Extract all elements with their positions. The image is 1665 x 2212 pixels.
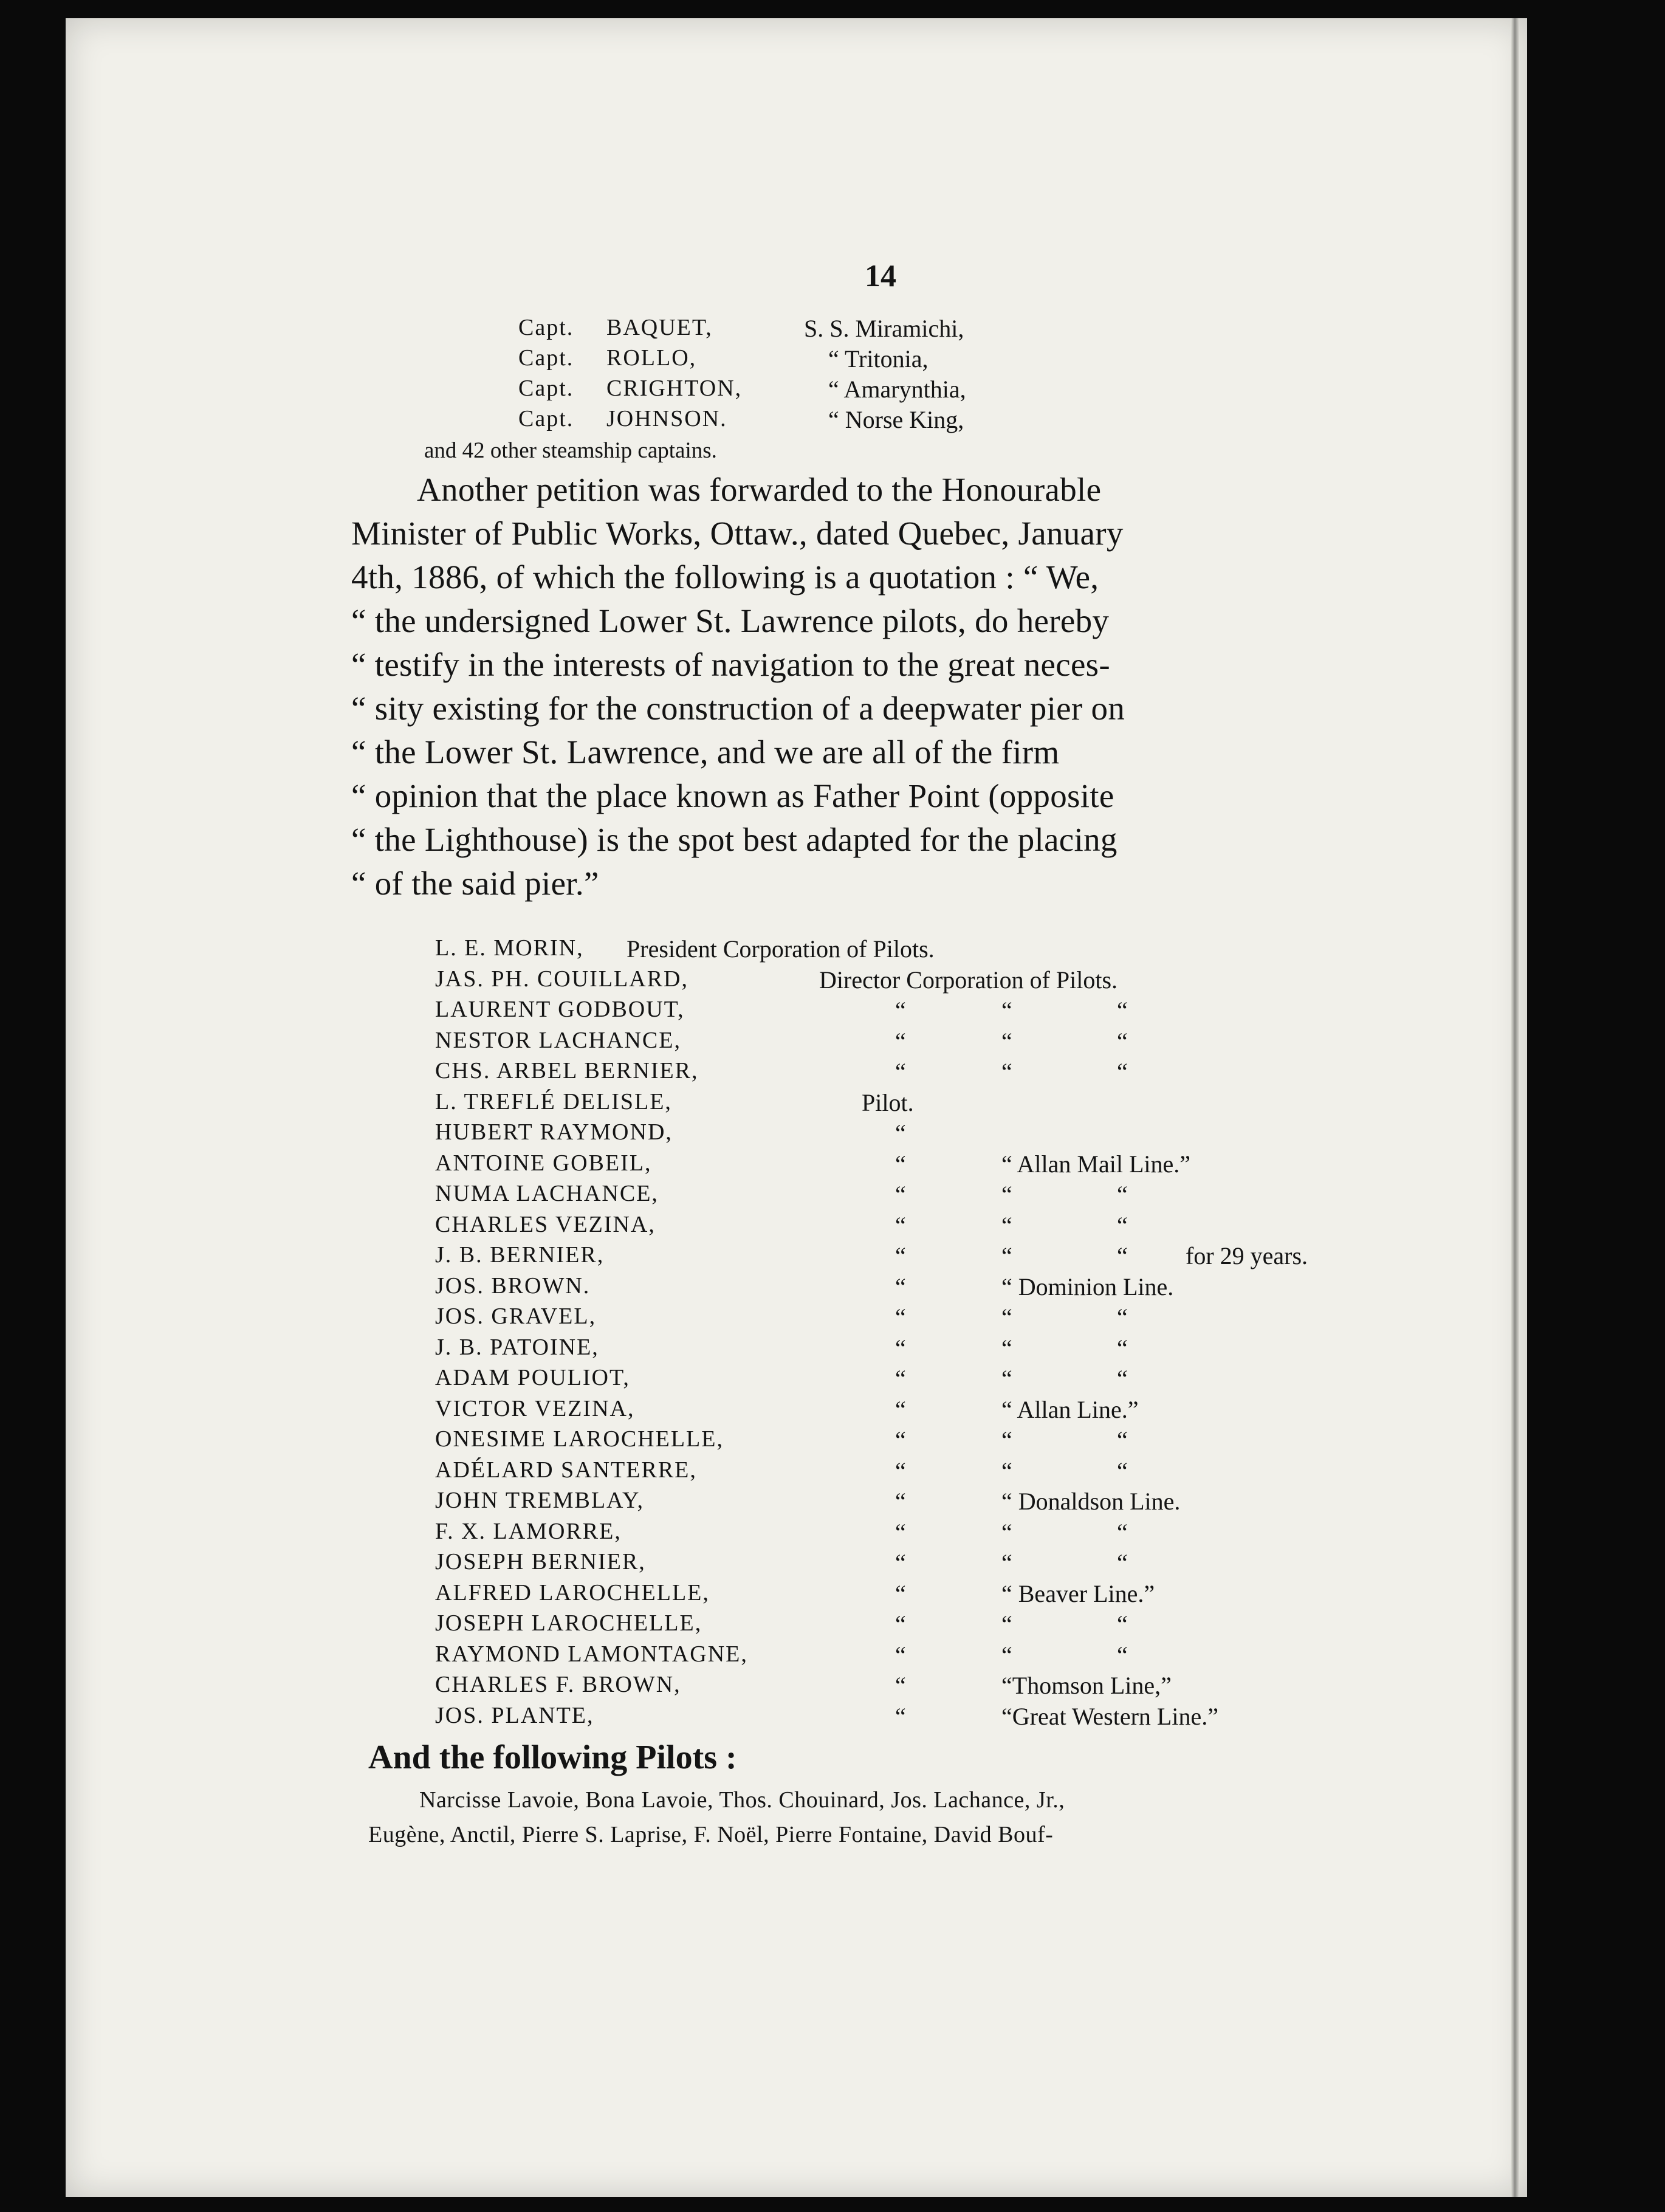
paragraph-line: “ the Lower St. Lawrence, and we are all of the firm: [351, 733, 1060, 771]
signatory-detail: “: [895, 1426, 906, 1454]
signatory-name: CHARLES F. BROWN,: [435, 1672, 681, 1697]
signatory-detail: “: [895, 1457, 906, 1485]
signatory-detail: “: [1117, 1334, 1128, 1362]
signatory-name: NUMA LACHANCE,: [435, 1181, 659, 1206]
signatory-name: ONESIME LAROCHELLE,: [435, 1426, 724, 1452]
signatory-name: JOHN TREMBLAY,: [435, 1488, 645, 1513]
signatory-detail: “: [895, 1058, 906, 1085]
following-line: Narcisse Lavoie, Bona Lavoie, Thos. Chouinard, Jos. Lachance, Jr.,: [419, 1787, 1065, 1813]
signatory-detail: “: [1117, 1426, 1128, 1454]
captain-prefix: Capt.: [518, 406, 574, 431]
signatory-name: JOS. PLANTE,: [435, 1703, 594, 1728]
signatory-detail: “: [1001, 1028, 1012, 1055]
captain-prefix: Capt.: [518, 315, 574, 340]
signatory-detail: “: [1001, 1212, 1012, 1239]
page-number: 14: [865, 259, 896, 294]
signatory-detail: “: [1117, 1519, 1128, 1546]
signatory-detail: “: [1001, 1457, 1012, 1485]
captain-name: ROLLO,: [606, 345, 697, 371]
signatory-detail: “: [1001, 1181, 1012, 1208]
paragraph-line: “ the undersigned Lower St. Lawrence pilots, do hereby: [351, 602, 1110, 639]
signatory-name: JAS. PH. COUILLARD,: [435, 966, 688, 992]
paragraph-line: Minister of Public Works, Ottaw., dated Quebec, January: [351, 515, 1124, 552]
signatory-detail: “Thomson Line,”: [1001, 1672, 1172, 1699]
signatory-detail: “: [1001, 1304, 1012, 1331]
signatory-detail: “: [1117, 1242, 1128, 1269]
signatory-name: LAURENT GODBOUT,: [435, 997, 685, 1022]
paragraph-line: “ the Lighthouse) is the spot best adapted for the placing: [351, 821, 1117, 858]
signatory-detail: “ Donaldson Line.: [1001, 1488, 1181, 1515]
signatory-detail: Pilot.: [862, 1089, 914, 1116]
signatory-detail: “: [1001, 1426, 1012, 1454]
captain-ship: “ Tritonia,: [828, 345, 929, 373]
signatory-detail: “: [895, 1641, 906, 1669]
signatory-detail: “: [1001, 997, 1012, 1024]
signatory-detail: “ Dominion Line.: [1001, 1273, 1174, 1300]
signatory-name: ADÉLARD SANTERRE,: [435, 1457, 697, 1483]
signatory-name: RAYMOND LAMONTAGNE,: [435, 1641, 748, 1667]
paragraph-line: “ opinion that the place known as Father Point (opposite: [351, 777, 1114, 814]
signatory-name: JOSEPH BERNIER,: [435, 1549, 646, 1575]
captain-name: JOHNSON.: [606, 406, 727, 431]
signatory-detail: “: [895, 1304, 906, 1331]
captain-name: CRIGHTON,: [606, 376, 743, 401]
paragraph-line: “ testify in the interests of navigation to the great neces-: [351, 646, 1110, 683]
signatory-detail: “: [895, 1212, 906, 1239]
signatory-detail: “: [1117, 1365, 1128, 1392]
signatory-detail: “: [1001, 1519, 1012, 1546]
signatory-name: JOS. BROWN.: [435, 1273, 591, 1299]
signatory-name: ADAM POULIOT,: [435, 1365, 630, 1390]
signatory-detail: “: [1117, 1641, 1128, 1669]
signatory-name: J. B. PATOINE,: [435, 1334, 599, 1360]
captain-ship: “ Amarynthia,: [828, 376, 966, 403]
signatory-detail: “: [1001, 1058, 1012, 1085]
signatory-detail: “: [1001, 1242, 1012, 1269]
signatory-detail: “: [1117, 1181, 1128, 1208]
signatory-name: F. X. LAMORRE,: [435, 1519, 622, 1544]
paragraph-line: “ of the said pier.”: [351, 865, 599, 902]
signatory-detail: “: [1117, 1610, 1128, 1638]
signatory-detail: “ Beaver Line.”: [1001, 1580, 1155, 1607]
signatory-detail: for 29 years.: [1186, 1242, 1308, 1269]
signatory-detail: “: [1117, 1212, 1128, 1239]
signatory-detail: “: [895, 1119, 906, 1147]
following-line: Eugène, Anctil, Pierre S. Laprise, F. Noël, Pierre Fontaine, David Bouf-: [368, 1822, 1054, 1847]
signatory-detail: “: [1001, 1610, 1012, 1638]
signatory-name: VICTOR VEZINA,: [435, 1396, 635, 1421]
signatory-detail: “: [895, 1703, 906, 1730]
signatory-name: L. TREFLÉ DELISLE,: [435, 1089, 672, 1115]
signatory-detail: “: [895, 1181, 906, 1208]
signatory-detail: “: [895, 1672, 906, 1699]
signatory-detail: “: [1001, 1549, 1012, 1576]
signatory-detail: “: [895, 997, 906, 1024]
signatory-name: L. E. MORIN,: [435, 935, 584, 961]
signatory-detail: “: [1117, 997, 1128, 1024]
captain-prefix: Capt.: [518, 376, 574, 401]
signatory-detail: “: [895, 1488, 906, 1515]
signatory-detail: “: [895, 1610, 906, 1638]
paragraph-line: “ sity existing for the construction of a deepwater pier on: [351, 690, 1125, 727]
signatory-detail: “: [895, 1273, 906, 1300]
signatory-detail: “: [1001, 1334, 1012, 1362]
signatory-detail: “: [895, 1549, 906, 1576]
captains-note: and 42 other steamship captains.: [424, 438, 717, 463]
signatory-detail: “: [895, 1150, 906, 1178]
signatory-name: ANTOINE GOBEIL,: [435, 1150, 652, 1176]
signatory-name: J. B. BERNIER,: [435, 1242, 605, 1268]
signatory-name: CHS. ARBEL BERNIER,: [435, 1058, 699, 1084]
signatory-detail: “: [895, 1396, 906, 1423]
captain-ship: “ Norse King,: [828, 406, 964, 433]
signatory-detail: “: [895, 1028, 906, 1055]
signatory-detail: “: [1117, 1028, 1128, 1055]
signatory-detail: “: [895, 1519, 906, 1546]
signatory-name: CHARLES VEZINA,: [435, 1212, 656, 1237]
signatory-detail: “: [1117, 1457, 1128, 1485]
signatory-detail: “: [895, 1334, 906, 1362]
signatory-detail: “: [895, 1580, 906, 1607]
signatory-detail: “: [1001, 1641, 1012, 1669]
signatory-detail: “ Allan Line.”: [1001, 1396, 1139, 1423]
document-page: [66, 18, 1527, 2197]
signatory-name: JOS. GRAVEL,: [435, 1304, 597, 1329]
captain-ship: S. S. Miramichi,: [804, 315, 964, 342]
signatory-detail: “: [1117, 1304, 1128, 1331]
paragraph-line: 4th, 1886, of which the following is a quotation : “ We,: [351, 558, 1099, 596]
signatory-detail: “: [1001, 1365, 1012, 1392]
page-fold-shadow: [1511, 18, 1519, 2197]
signatory-detail: “Great Western Line.”: [1001, 1703, 1218, 1730]
signatory-name: HUBERT RAYMOND,: [435, 1119, 673, 1145]
signatory-detail: “: [895, 1242, 906, 1269]
signatory-detail: “: [1117, 1058, 1128, 1085]
signatory-detail: “ Allan Mail Line.”: [1001, 1150, 1191, 1178]
signatory-detail: “: [1117, 1549, 1128, 1576]
signatory-name: JOSEPH LAROCHELLE,: [435, 1610, 702, 1636]
captain-prefix: Capt.: [518, 345, 574, 371]
following-heading: And the following Pilots :: [368, 1739, 737, 1776]
signatory-name: ALFRED LAROCHELLE,: [435, 1580, 710, 1606]
signatory-detail: “: [895, 1365, 906, 1392]
signatory-detail: Director Corporation of Pilots.: [819, 966, 1118, 994]
captain-name: BAQUET,: [606, 315, 713, 340]
signatory-detail: President Corporation of Pilots.: [627, 935, 935, 963]
paragraph-line: Another petition was forwarded to the Honourable: [417, 471, 1102, 508]
signatory-name: NESTOR LACHANCE,: [435, 1028, 681, 1053]
